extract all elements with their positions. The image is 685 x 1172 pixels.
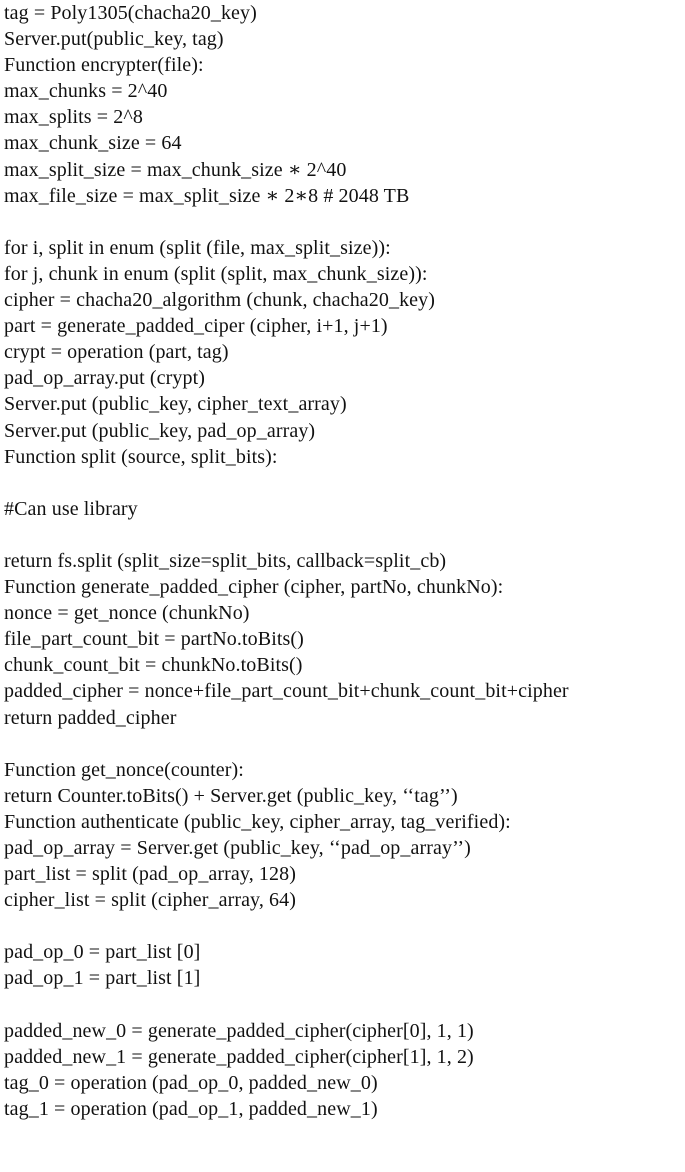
code-line: crypt = operation (part, tag): [4, 341, 229, 364]
blank-line: [4, 731, 684, 757]
code-line: for j, chunk in enum (split (split, max_chunk_size)):: [4, 262, 428, 285]
code-line: Function authenticate (public_key, cipher_array, tag_verified):: [4, 810, 511, 833]
code-line: padded_cipher = nonce+file_part_count_bit+chunk_count_bit+cipher: [4, 680, 569, 703]
code-line: Server.put (public_key, cipher_text_array): [4, 393, 347, 416]
code-line: return padded_cipher: [4, 706, 177, 729]
code-line: max_splits = 2^8: [4, 106, 143, 129]
code-line: Function get_nonce(counter):: [4, 758, 244, 781]
code-line: return fs.split (split_size=split_bits, callback=split_cb): [4, 549, 447, 572]
blank-line: [4, 522, 684, 548]
code-line: for i, split in enum (split (file, max_split_size)):: [4, 236, 391, 259]
code-line: max_chunks = 2^40: [4, 80, 168, 103]
code-line: nonce = get_nonce (chunkNo): [4, 602, 250, 625]
code-line: Server.put(public_key, tag): [4, 28, 224, 51]
code-line: chunk_count_bit = chunkNo.toBits(): [4, 654, 303, 677]
blank-line: [4, 470, 684, 496]
code-line: max_split_size = max_chunk_size ∗ 2^40: [4, 158, 347, 181]
code-line: padded_new_1 = generate_padded_cipher(cipher[1], 1, 2): [4, 1045, 474, 1068]
code-line: pad_op_1 = part_list [1]: [4, 967, 201, 990]
code-line: return Counter.toBits() + Server.get (public_key, ‘‘tag’’): [4, 784, 458, 807]
code-line: cipher = chacha20_algorithm (chunk, chacha20_key): [4, 289, 436, 312]
code-line: pad_op_array.put (crypt): [4, 367, 206, 390]
blank-line: [4, 209, 684, 235]
code-line: tag = Poly1305(chacha20_key): [4, 2, 257, 24]
code-line: Function encrypter(file):: [4, 54, 204, 77]
code-line: tag_1 = operation (pad_op_1, padded_new_1): [4, 1097, 378, 1120]
code-line: part = generate_padded_ciper (cipher, i+1, j+1): [4, 315, 388, 338]
code-line: Function generate_padded_cipher (cipher, partNo, chunkNo):: [4, 576, 504, 599]
code-line: max_file_size = max_split_size ∗ 2∗8 # 2048 TB: [4, 184, 410, 207]
blank-line: [4, 913, 684, 939]
comment-line: #Can use library: [4, 497, 138, 520]
code-line: Server.put (public_key, pad_op_array): [4, 419, 316, 442]
code-line: pad_op_0 = part_list [0]: [4, 941, 201, 964]
code-line: pad_op_array = Server.get (public_key, ‘‘pad_op_array’’): [4, 837, 471, 859]
code-line: padded_new_0 = generate_padded_cipher(cipher[0], 1, 1): [4, 1019, 474, 1042]
code-line: part_list = split (pad_op_array, 128): [4, 863, 296, 886]
blank-line: [4, 992, 684, 1018]
algorithm-listing: [4, 0, 684, 1122]
code-line: tag_0 = operation (pad_op_0, padded_new_0): [4, 1071, 378, 1094]
code-line: cipher_list = split (cipher_array, 64): [4, 889, 297, 912]
code-line: file_part_count_bit = partNo.toBits(): [4, 628, 304, 651]
code-line: Function split (source, split_bits):: [4, 445, 278, 468]
code-line: max_chunk_size = 64: [4, 132, 182, 155]
